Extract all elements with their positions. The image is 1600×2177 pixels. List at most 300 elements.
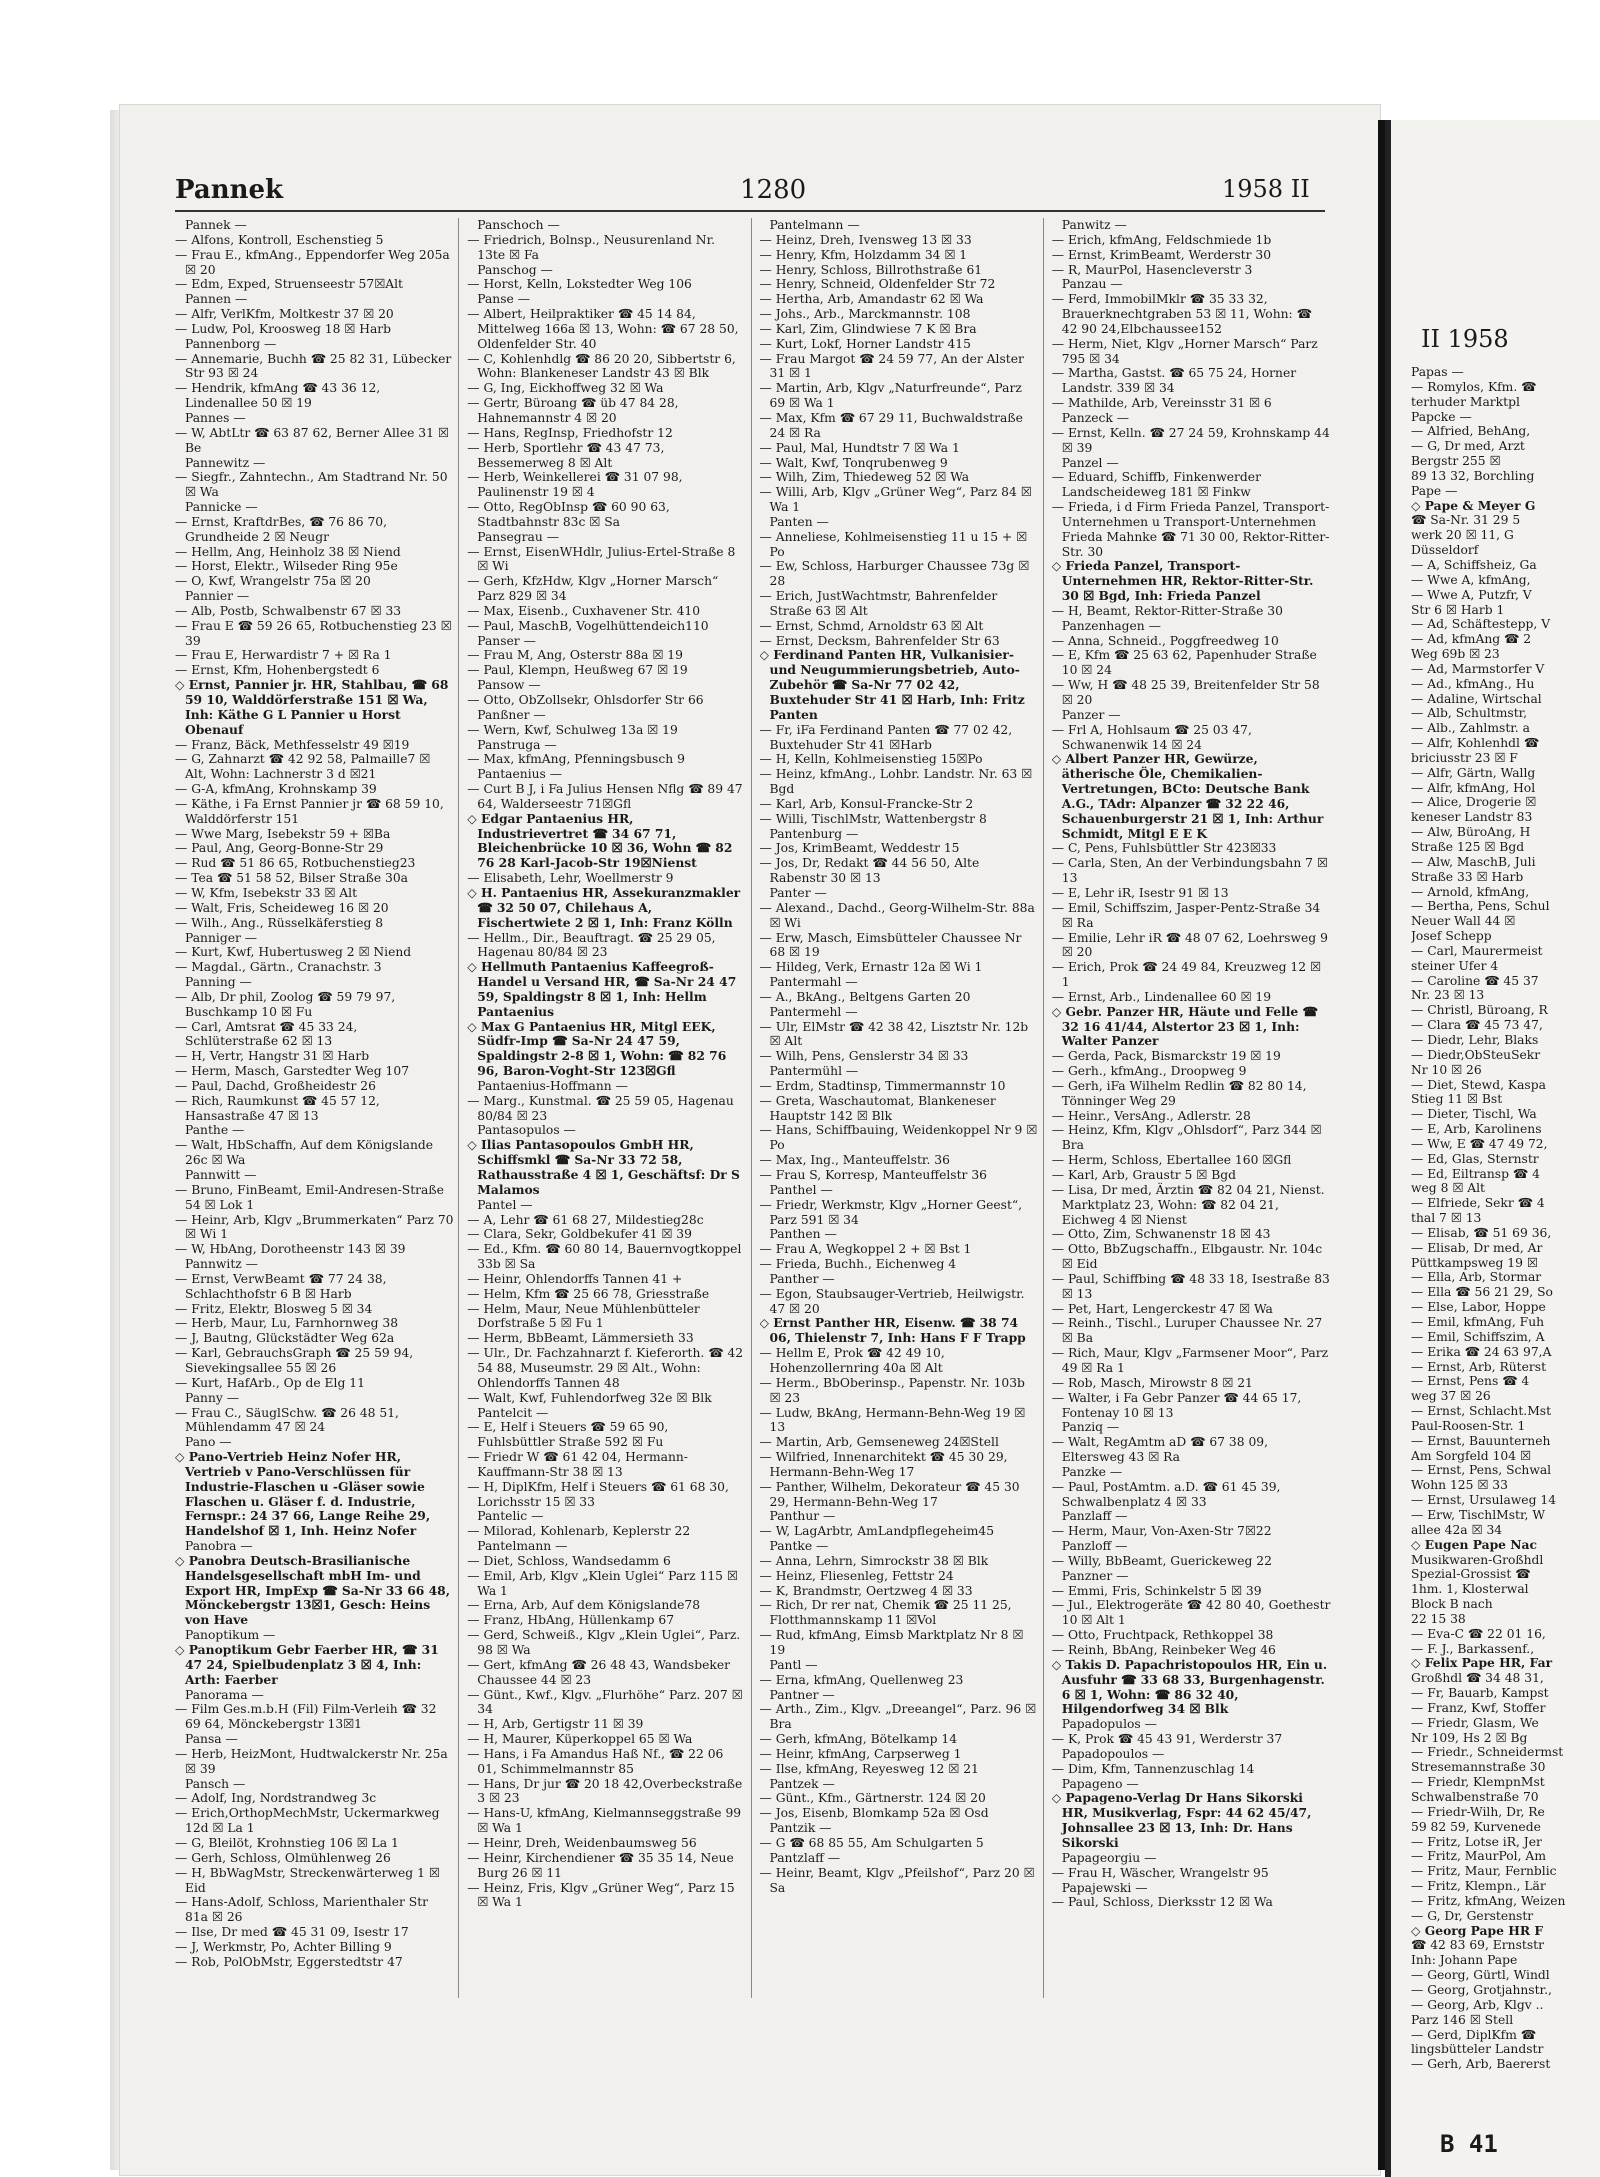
- next-page-entry: 1hm. 1, Klosterwal: [1411, 1582, 1529, 1597]
- directory-entry: — Rich, Dr rer nat, Chemik ☎ 25 11 25, Flotthmannskamp 11 ☒Vol: [759, 1598, 1012, 1628]
- next-page-entry: — Alice, Drogerie ☒: [1411, 795, 1537, 810]
- directory-entry: Panstruga —: [477, 737, 557, 752]
- directory-entry: — H, Vertr, Hangstr 31 ☒ Harb: [175, 1049, 370, 1064]
- directory-entry: — Anneliese, Kohlmeisenstieg 11 u 15 + ☒ Po: [759, 529, 1028, 559]
- next-page-entry: Nr. 23 ☒ 13: [1411, 988, 1485, 1003]
- next-page-entry: — G, Dr med, Arzt: [1411, 439, 1525, 454]
- directory-entry: — Wern, Kwf, Schulweg 13a ☒ 19: [467, 722, 678, 737]
- next-page-entry: — Gerh, Arb, Baererst: [1411, 2057, 1551, 2072]
- next-page-entry: keneser Landstr 83: [1411, 810, 1533, 825]
- directory-entry: — Heinr, kfmAng, Carpserweg 1: [759, 1746, 962, 1761]
- directory-entry: Panny —: [185, 1390, 240, 1405]
- directory-entry: — Herm, Niet, Klgv „Horner Marsch“ Parz 795 ☒ 34: [1051, 336, 1318, 366]
- directory-entry: — Ilse, kfmAng, Reyesweg 12 ☒ 21: [759, 1761, 979, 1776]
- page-number: 1280: [740, 175, 807, 205]
- next-page-entry: steiner Ufer 4: [1411, 958, 1499, 973]
- directory-entry: — Karl, GebrauchsGraph ☎ 25 59 94, Sievekingsallee 55 ☒ 26: [175, 1346, 414, 1375]
- directory-entry: — Willy, BbBeamt, Guerickeweg 22: [1051, 1553, 1272, 1568]
- next-page-entry: — Erika ☎ 24 63 97,A: [1411, 1344, 1552, 1359]
- directory-entry: — Heinr., VersAng., Adlerstr. 28: [1051, 1108, 1251, 1123]
- directory-entry: — H, Kelln, Kohlmeisenstieg 15☒Po: [759, 752, 983, 767]
- next-page-entry: — Ed, Eiltransp ☎ 4: [1411, 1166, 1540, 1181]
- next-page-entry: — E, Arb, Karolinens: [1411, 1122, 1542, 1137]
- directory-entry: Panser —: [477, 633, 536, 648]
- directory-entry: Pantelmann —: [477, 1539, 568, 1554]
- directory-entry: — Hans, RegInsp, Friedhofstr 12: [467, 425, 673, 440]
- directory-entry: — Paul, MaschB, Vogelhüttendeich110: [467, 618, 709, 633]
- directory-entry: ◇ Frieda Panzel, Transport-Unternehmen HR, Rektor-Ritter-Str. 30 ☒ Bgd, Inh: Frieda Panzel: [1051, 558, 1314, 604]
- directory-entry: — Gerh, iFa Wilhelm Redlin ☎ 82 80 14, Tönninger Weg 29: [1051, 1078, 1307, 1108]
- directory-entry: — Herb, HeizMont, Hudtwalckerstr Nr. 25a ☒ 39: [175, 1746, 448, 1776]
- directory-entry: Pannier —: [185, 589, 250, 604]
- directory-entry: Pantasopulos —: [477, 1123, 576, 1138]
- directory-entry: ◇ Panoptikum Gebr Faerber HR, ☎ 31 47 24, Spielbudenplatz 3 ☒ 4, Inh: Arth: Faerber: [175, 1642, 439, 1687]
- directory-entry: ◇ Ilias Pantasopoulos GmbH HR, Schiffsmkl ☎ Sa-Nr 33 72 58, Rathausstraße 4 ☒ 1, Geschäftsf: Dr S Malamos: [467, 1137, 740, 1197]
- next-page-entry: Weg 69b ☒ 23: [1411, 647, 1500, 662]
- directory-entry: — Heinr, Arb, Klgv „Brummerkaten“ Parz 70 ☒ Wi 1: [175, 1212, 454, 1242]
- next-page-entry: Nr 10 ☒ 26: [1411, 1062, 1482, 1077]
- next-page-entry: — Emil, Schiffszim, A: [1411, 1329, 1545, 1344]
- directory-entry: — Ludw, Pol, Kroosweg 18 ☒ Harb: [175, 321, 392, 336]
- directory-entry: Pantzek —: [769, 1776, 835, 1791]
- directory-entry: — Erna, kfmAng, Quellenweg 23: [759, 1672, 964, 1687]
- directory-entry: — Walt, Kwf, Tonqrubenweg 9: [759, 455, 948, 470]
- directory-entry: — Rud, kfmAng, Eimsb Marktplatz Nr 8 ☒ 19: [759, 1628, 1024, 1657]
- next-page-entry: thal 7 ☒ 13: [1411, 1211, 1482, 1226]
- next-page-entry: — Georg, Arb, Klgv ..: [1411, 1997, 1544, 2012]
- directory-entry: Papajewski —: [1061, 1880, 1148, 1895]
- directory-entry: — Ernst, KrimBeamt, Werderstr 30: [1051, 247, 1272, 262]
- next-page-entry: — Alw, MaschB, Juli: [1411, 854, 1536, 869]
- next-page-entry: — Alb., Zahlmstr. a: [1411, 721, 1530, 736]
- directory-entry: Pantner —: [769, 1687, 835, 1702]
- next-page-entry: — Ad, Schäftestepp, V: [1411, 617, 1551, 632]
- directory-entry: Pantaenius-Hoffmann —: [477, 1078, 628, 1093]
- directory-entry: Pansegrau —: [477, 529, 560, 544]
- directory-entry: Panzenhagen —: [1061, 618, 1161, 633]
- directory-entry: — Wilh, Pens, Genslerstr 34 ☒ 33: [759, 1049, 969, 1064]
- directory-entry: — Karl, Zim, Glindwiese 7 K ☒ Bra: [759, 321, 977, 336]
- directory-entry: — Alfons, Kontroll, Eschenstieg 5: [175, 232, 384, 247]
- directory-entry: — Curt B J, i Fa Julius Hensen Nflg ☎ 89 47 64, Walderseestr 71☒Gfl: [467, 782, 743, 811]
- directory-entry: — Frau M, Ang, Osterstr 88a ☒ 19: [467, 648, 683, 663]
- directory-entry: — Herm, Schloss, Ebertallee 160 ☒Gfl: [1051, 1153, 1292, 1168]
- directory-entry: Pannek —: [185, 218, 247, 232]
- directory-entry: — Heinr, Dreh, Weidenbaumsweg 56: [467, 1835, 697, 1850]
- column-3: [760, 218, 1044, 1998]
- next-page-entry: — Clara ☎ 45 73 47,: [1411, 1018, 1543, 1033]
- directory-entry: — Annemarie, Buchh ☎ 25 82 31, Lübecker Str 93 ☒ 24: [175, 351, 452, 381]
- directory-entry: — Gerh, KfzHdw, Klgv „Horner Marsch“ Parz 829 ☒ 34: [467, 574, 719, 604]
- directory-entry: Panther —: [769, 1271, 835, 1286]
- directory-entry: Panthur —: [769, 1509, 836, 1524]
- next-page-entry: ◇ Pape & Meyer G: [1411, 498, 1536, 513]
- directory-entry: ◇ Panobra Deutsch-Brasilianische Handelsgesellschaft mbH Im- und Export HR, ImpExp ☎ Sa-Nr 33 66 48, Mönckebergstr 13☒1, Gesch: Heins von Have: [175, 1552, 451, 1628]
- next-page-entry: — Wwe A, Putzfr, V: [1411, 587, 1532, 602]
- directory-entry: — K, Brandmstr, Oertzweg 4 ☒ 33: [759, 1583, 973, 1598]
- next-page-entry: Stieg 11 ☒ Bst: [1411, 1092, 1503, 1107]
- directory-entry: — Panther, Wilhelm, Dekorateur ☎ 45 30 29, Hermann-Behn-Weg 17: [759, 1479, 1020, 1509]
- directory-entry: — Albert, Heilpraktiker ☎ 45 14 84, Mittelweg 166a ☒ 13, Wohn: ☎ 67 28 50, Oldenfelder Str. 40: [467, 307, 739, 351]
- directory-entry: — Hellm E, Prok ☎ 42 49 10, Hohenzollernring 40a ☒ Alt: [759, 1346, 945, 1375]
- next-page-entry: — Ernst, Pens, Schwal: [1411, 1463, 1552, 1478]
- directory-entry: — Greta, Waschautomat, Blankeneser Hauptstr 142 ☒ Blk: [759, 1093, 996, 1123]
- directory-entry: Panzlaff —: [1061, 1509, 1128, 1524]
- directory-entry: — Ludw, BkAng, Hermann-Behn-Weg 19 ☒ 13: [759, 1405, 1026, 1435]
- directory-entry: Panzner —: [1061, 1568, 1129, 1583]
- next-page-entry: — Alfried, BehAng,: [1411, 424, 1531, 439]
- next-page-entry: Straße 125 ☒ Bgd: [1411, 840, 1525, 854]
- directory-entry: — Emil, Arb, Klgv „Klein Uglei“ Parz 115 ☒ Wa 1: [467, 1568, 738, 1598]
- directory-entry: Pannes —: [185, 410, 246, 425]
- next-page-entry: lingsbütteler Landstr: [1411, 2042, 1544, 2057]
- directory-entry: — Otto, Zim, Schwanenstr 18 ☒ 43: [1051, 1227, 1271, 1242]
- next-page-entry: — Adaline, Wirtschal: [1411, 691, 1542, 706]
- directory-entry: — Erw, Masch, Eimsbütteler Chaussee Nr 68 ☒ 19: [759, 930, 1022, 960]
- directory-entry: — Gerh., kfmAng., Droopweg 9: [1051, 1064, 1247, 1079]
- directory-entry: Pansch —: [185, 1776, 246, 1791]
- next-page-entry: — Wwe A, kfmAng,: [1411, 572, 1531, 587]
- directory-entry: — Ernst, VerwBeamt ☎ 77 24 38, Schlachthofstr 6 B ☒ Harb: [175, 1271, 387, 1301]
- directory-entry: Panthe —: [185, 1123, 245, 1138]
- next-page-entry: 59 82 59, Kurvenede: [1411, 1819, 1541, 1834]
- directory-entry: ◇ Max G Pantaenius HR, Mitgl EEK, Südfr-Imp ☎ Sa-Nr 24 47 59, Spaldingstr 2-8 ☒ 1, Wohn: ☎ 82 76 96, Baron-Voght-Str 123☒Gfl: [467, 1018, 727, 1079]
- directory-entry: Panoptikum —: [185, 1628, 276, 1643]
- directory-entry: Pantaenius —: [477, 767, 563, 782]
- directory-entry: Pansa —: [185, 1732, 238, 1747]
- directory-entry: — Martin, Arb, Gemseneweg 24☒Stell: [759, 1435, 999, 1450]
- next-page-entry: Pape —: [1411, 483, 1458, 498]
- next-page-entry: — Fr, Bauarb, Kampst: [1411, 1686, 1549, 1701]
- next-page-entry: Straße 33 ☒ Harb: [1411, 869, 1524, 884]
- next-page-entry: — Friedr., Schneidermst: [1411, 1745, 1564, 1760]
- directory-entry: — Eduard, Schiffb, Finkenwerder Landscheideweg 181 ☒ Finkw: [1051, 470, 1261, 500]
- directory-entry: ◇ Ferdinand Panten HR, Vulkanisier- und Neugummierungsbetrieb, Auto-Zubehör ☎ Sa-Nr 77 02 42, Buxtehuder Str 41 ☒ Harb, Inh: Fritz Panten: [759, 647, 1025, 722]
- directory-entry: Panwitz —: [1061, 218, 1127, 232]
- directory-entry: — Jos, KrimBeamt, Weddestr 15: [759, 841, 960, 856]
- directory-entry: ◇ Edgar Pantaenius HR, Industrievertret ☎ 34 67 71, Bleichenbrücke 10 ☒ 36, Wohn ☎ 82 76 28 Karl-Jacob-Str 19☒Nienst: [467, 810, 733, 871]
- directory-entry: — Gertr, Büroang ☎ üb 47 84 28, Hahnemannstr 4 ☒ 20: [467, 396, 679, 425]
- directory-entry: — Max, Eisenb., Cuxhavener Str. 410: [467, 603, 701, 618]
- directory-entry: — Fritz, Elektr, Blosweg 5 ☒ 34: [175, 1301, 373, 1316]
- directory-entry: — E, Lehr iR, Isestr 91 ☒ 13: [1051, 885, 1229, 900]
- directory-entry: — Günt., Kfm., Gärtnerstr. 124 ☒ 20: [759, 1791, 986, 1806]
- next-page-entry: — Franz, Kwf, Stoffer: [1411, 1700, 1546, 1715]
- directory-entry: — Paul, Schiffbing ☎ 48 33 18, Isestraße 83 ☒ 13: [1051, 1271, 1330, 1301]
- directory-entry: — Martin, Arb, Klgv „Naturfreunde“, Parz 69 ☒ Wa 1: [759, 381, 1022, 411]
- directory-entry: Pantermahl —: [769, 975, 858, 990]
- next-page-entry: Musikwaren-Großhdl: [1411, 1552, 1544, 1567]
- next-page-entry: — Elisab, Dr med, Ar: [1411, 1240, 1543, 1255]
- directory-entry: — Lisa, Dr med, Ärztin ☎ 82 04 21, Nienst. Marktplatz 23, Wohn: ☎ 82 04 21, Eichweg 4 ☒ Nienst: [1051, 1182, 1325, 1227]
- directory-entry: — Frau S, Korresp, Manteuffelstr 36: [759, 1168, 987, 1182]
- directory-entry: — Paul, Ang, Georg-Bonne-Str 29: [175, 841, 384, 856]
- directory-entry: — Walter, i Fa Gebr Panzer ☎ 44 65 17, Fontenay 10 ☒ 13: [1051, 1390, 1302, 1420]
- directory-entry: — Heinz, kfmAng., Lohbr. Landstr. Nr. 63 ☒ Bgd: [759, 767, 1033, 797]
- directory-entry: Panorama —: [185, 1687, 264, 1702]
- directory-entry: — Günt., Kwf., Klgv. „Flurhöhe“ Parz. 207 ☒ 34: [467, 1687, 743, 1717]
- directory-entry: — Ernst, Schmd, Arnoldstr 63 ☒ Alt: [759, 618, 984, 633]
- next-page-entry: — Diet, Stewd, Kaspa: [1411, 1077, 1546, 1092]
- directory-entry: — Wilh, Zim, Thiedeweg 52 ☒ Wa: [759, 470, 970, 485]
- directory-entry: — Erich, kfmAng, Feldschmiede 1b: [1051, 232, 1272, 247]
- next-page-entry: — Gerd, DiplKfm ☎: [1411, 2027, 1537, 2042]
- directory-entry: — Magdal., Gärtn., Cranachstr. 3: [175, 960, 382, 975]
- directory-entry: — Otto, ObZollsekr, Ohlsdorfer Str 66: [467, 693, 704, 707]
- next-page-entry: — G, Dr, Gerstenstr: [1411, 1908, 1534, 1923]
- directory-entry: — Kurt, Kwf, Hubertusweg 2 ☒ Niend: [175, 945, 412, 960]
- directory-entry: Pantl —: [769, 1657, 818, 1672]
- next-page-entry: — Dieter, Tischl, Wa: [1411, 1107, 1537, 1122]
- directory-entry: — Hans-Adolf, Schloss, Marienthaler Str 81a ☒ 26: [175, 1895, 429, 1925]
- directory-entry: — O, Kwf, Wrangelstr 75a ☒ 20: [175, 574, 371, 589]
- directory-entry: Panthel —: [769, 1182, 833, 1197]
- directory-entry: ◇ Papageno-Verlag Dr Hans Sikorski HR, Musikverlag, Fspr: 44 62 45/47, Johnsallee 23 ☒ 13, Inh: Dr. Hans Sikorski: [1051, 1790, 1312, 1850]
- directory-entry: — Hans, Dr jur ☎ 20 18 42,Overbeckstraße 3 ☒ 23: [467, 1776, 743, 1806]
- directory-entry: — Walt, Kwf, Fuhlendorfweg 32e ☒ Blk: [467, 1390, 712, 1405]
- directory-entry: Pannwitz —: [185, 1257, 258, 1272]
- next-page-entry: Wohn 125 ☒ 33: [1411, 1478, 1508, 1493]
- directory-entry: — Jul., Elektrogeräte ☎ 42 80 40, Goethestr 10 ☒ Alt 1: [1051, 1598, 1331, 1628]
- next-page-entry: — Friedr, Glasm, We: [1411, 1715, 1539, 1730]
- next-page-entry: — Carl, Maurermeist: [1411, 943, 1543, 958]
- directory-entry: — Willi, Arb, Klgv „Grüner Weg“, Parz 84 ☒ Wa 1: [759, 485, 1032, 515]
- directory-entry: Panniger —: [185, 930, 258, 945]
- directory-entry: — G, Bleilöt, Krohnstieg 106 ☒ La 1: [175, 1835, 399, 1850]
- next-page-entry: — Friedr-Wilh, Dr, Re: [1411, 1804, 1545, 1819]
- directory-entry: — Tea ☎ 51 58 52, Bilser Straße 30a: [175, 871, 409, 886]
- header-rule: [175, 210, 1325, 212]
- directory-entry: — Rich, Raumkunst ☎ 45 57 12, Hansastraße 47 ☒ 13: [175, 1093, 380, 1123]
- directory-entry: — Hellm, Ang, Heinholz 38 ☒ Niend: [175, 544, 401, 559]
- column-1: [175, 218, 459, 1998]
- directory-entry: Pannen —: [185, 292, 248, 307]
- directory-entry: — Jos, Dr, Redakt ☎ 44 56 50, Alte Rabenstr 30 ☒ 13: [759, 856, 980, 886]
- directory-entry: — Herm., BbOberinsp., Papenstr. Nr. 103b ☒ 23: [759, 1375, 1025, 1405]
- directory-entry: Panning —: [185, 975, 252, 990]
- directory-entry: — Ww, H ☎ 48 25 39, Breitenfelder Str 58 ☒ 20: [1051, 678, 1320, 707]
- directory-entry: — A., BkAng., Beltgens Garten 20: [759, 989, 971, 1004]
- next-page-column: [1411, 365, 1600, 2072]
- entry-columns: [175, 218, 1335, 1998]
- running-head-name: Pannek: [175, 175, 284, 205]
- directory-entry: — G, Zahnarzt ☎ 42 92 58, Palmaille7 ☒ Alt, Wohn: Lachnerstr 3 d ☒21: [175, 752, 431, 782]
- directory-entry: — Reinh., Tischl., Luruper Chaussee Nr. 27 ☒ Ba: [1051, 1316, 1323, 1346]
- next-page-entry: — Ernst, Arb, Rüterst: [1411, 1359, 1547, 1374]
- next-page-entry: Neuer Wall 44 ☒: [1411, 914, 1516, 929]
- directory-entry: — H, DiplKfm, Helf i Steuers ☎ 61 68 30, Lorichsstr 15 ☒ 33: [467, 1479, 729, 1509]
- directory-entry: — G, Ing, Eickhoffweg 32 ☒ Wa: [467, 381, 664, 396]
- directory-entry: — Frau E ☎ 59 26 65, Rotbuchenstieg 23 ☒ 39: [175, 618, 452, 648]
- directory-entry: — Hertha, Arb, Amandastr 62 ☒ Wa: [759, 292, 984, 307]
- directory-entry: — Friedr W ☎ 61 42 04, Hermann-Kauffmann-Str 38 ☒ 13: [467, 1450, 688, 1479]
- next-page-entry: — Ernst, Schlacht.Mst: [1411, 1404, 1552, 1419]
- directory-entry: — Alfr, VerlKfm, Moltkestr 37 ☒ 20: [175, 307, 394, 322]
- directory-entry: Panzer —: [1061, 707, 1121, 722]
- directory-entry: — Elisabeth, Lehr, Woellmerstr 9: [467, 871, 674, 886]
- column-4: [1052, 218, 1335, 1998]
- directory-entry: — Frau A, Wegkoppel 2 + ☒ Bst 1: [759, 1242, 972, 1257]
- directory-entry: — Paul, Schloss, Dierksstr 12 ☒ Wa: [1051, 1895, 1273, 1910]
- directory-entry: — Kurt, Lokf, Horner Landstr 415: [759, 336, 971, 351]
- directory-entry: — A, Lehr ☎ 61 68 27, Mildestieg28c: [467, 1212, 704, 1227]
- next-page-entry: Inh: Johann Pape: [1411, 1953, 1518, 1968]
- next-page-entry: — Fritz, Klempn., Lär: [1411, 1879, 1546, 1894]
- next-page-entry: Parz 146 ☒ Stell: [1411, 2012, 1514, 2027]
- directory-entry: Pantermühl —: [769, 1064, 859, 1079]
- directory-entry: — Heinz, Kfm, Klgv „Ohlsdorf“, Parz 344 ☒ Bra: [1051, 1123, 1322, 1153]
- next-page-entry: ◇ Georg Pape HR F: [1411, 1923, 1544, 1938]
- next-page-edge: [1385, 120, 1600, 2177]
- next-page-entry: Papcke —: [1411, 409, 1472, 424]
- directory-entry: — Gert, kfmAng ☎ 26 48 43, Wandsbeker Chaussee 44 ☒ 23: [467, 1657, 730, 1687]
- directory-entry: — Franz, HbAng, Hüllenkamp 67: [467, 1613, 675, 1628]
- next-page-entry: Am Sorgfeld 104 ☒: [1411, 1448, 1531, 1463]
- directory-entry: — Siegfr., Zahntechn., Am Stadtrand Nr. 50 ☒ Wa: [175, 470, 448, 500]
- directory-entry: — Alb, Dr phil, Zoolog ☎ 59 79 97, Buschkamp 10 ☒ Fu: [175, 989, 396, 1019]
- directory-entry: — H, Arb, Gertigstr 11 ☒ 39: [467, 1717, 644, 1732]
- next-page-entry: Block B nach: [1411, 1597, 1493, 1612]
- next-page-entry: Str 6 ☒ Harb 1: [1411, 602, 1505, 617]
- directory-entry: — Erna, Arb, Auf dem Königslande78: [467, 1598, 701, 1613]
- directory-entry: — Bruno, FinBeamt, Emil-Andresen-Straße 54 ☒ Lok 1: [175, 1182, 444, 1212]
- directory-entry: ◇ Albert Panzer HR, Gewürze, ätherische Öle, Chemikalien-Vertretungen, BCto: Deutsche Bank A.G., TAdr: Alpanzer ☎ 32 22 46, Schauenburgerstr 21 ☒ 1, Inh: Arthur Schmidt, Mitgl E E K: [1051, 751, 1324, 841]
- directory-entry: Panzeck —: [1061, 410, 1130, 425]
- next-page-entry: — Ernst, Bauunterneh: [1411, 1433, 1551, 1448]
- directory-entry: — Rob, Masch, Mirowstr 8 ☒ 21: [1051, 1375, 1253, 1390]
- directory-entry: Pantenburg —: [769, 826, 859, 841]
- directory-entry: Pano —: [185, 1435, 232, 1450]
- directory-entry: — Gerh, kfmAng, Bötelkamp 14: [759, 1732, 958, 1747]
- signature-mark: B 41: [1440, 2130, 1498, 2158]
- directory-entry: — Hendrik, kfmAng ☎ 43 36 12, Lindenallee 50 ☒ 19: [175, 381, 381, 411]
- next-page-entry: — Alfr, kfmAng, Hol: [1411, 780, 1536, 795]
- directory-entry: — Paul, Klempn, Heußweg 67 ☒ 19: [467, 663, 688, 678]
- next-page-entry: — Ad, Marmstorfer V: [1411, 661, 1545, 676]
- directory-entry: — Karl, Arb, Konsul-Francke-Str 2: [759, 796, 974, 811]
- next-page-entry: Josef Schepp: [1411, 929, 1492, 944]
- directory-entry: — Walt, Fris, Scheideweg 16 ☒ 20: [175, 900, 389, 915]
- next-page-entry: ◇ Eugen Pape Nac: [1411, 1537, 1537, 1552]
- directory-entry: — Alexand., Dachd., Georg-Wilhelm-Str. 88a ☒ Wi: [759, 900, 1035, 930]
- directory-entry: — Dim, Kfm, Tannenzuschlag 14: [1051, 1761, 1255, 1776]
- directory-entry: — Frau E., kfmAng., Eppendorfer Weg 205a ☒ 20: [175, 247, 450, 277]
- directory-entry: — Ilse, Dr med ☎ 45 31 09, Isestr 17: [175, 1925, 409, 1940]
- next-page-entry: — Diedr, Lehr, Blaks: [1411, 1032, 1539, 1047]
- directory-entry: — Fr, iFa Ferdinand Panten ☎ 77 02 42, Buxtehuder Str 41 ☒Harb: [759, 722, 1013, 752]
- next-page-entry: — Alfr, Gärtn, Wallg: [1411, 765, 1536, 780]
- next-page-entry: — F. J., Barkassenf.,: [1411, 1641, 1535, 1656]
- directory-entry: — Clara, Sekr, Goldbekufer 41 ☒ 39: [467, 1227, 692, 1242]
- directory-entry: — Wwe Marg, Isebekstr 59 + ☒Ba: [175, 826, 391, 841]
- next-page-entry: — Else, Labor, Hoppe: [1411, 1300, 1546, 1315]
- directory-entry: — W, AbtLtr ☎ 63 87 62, Berner Allee 31 ☒ Be: [175, 425, 449, 455]
- directory-entry: Pantke —: [769, 1539, 829, 1554]
- directory-entry: — K, Prok ☎ 45 43 91, Werderstr 37: [1051, 1732, 1283, 1747]
- next-page-entry: — Fritz, MaurPol, Am: [1411, 1849, 1546, 1864]
- directory-entry: — Helm, Maur, Neue Mühlenbütteler Dorfstraße 5 ☒ Fu 1: [467, 1301, 700, 1331]
- directory-entry: Papadopulos —: [1061, 1717, 1157, 1732]
- directory-entry: — Hans-U, kfmAng, Kielmannseggstraße 99 ☒ Wa 1: [467, 1806, 742, 1836]
- directory-entry: — Reinh, BbAng, Reinbeker Weg 46: [1051, 1643, 1276, 1657]
- next-page-entry: — Ww, E ☎ 47 49 72,: [1411, 1136, 1548, 1151]
- directory-entry: Pannwitt —: [185, 1168, 257, 1182]
- next-page-entry: — Alb, Schultmstr,: [1411, 706, 1528, 721]
- next-page-entry: werk 20 ☒ 11, G: [1411, 528, 1514, 543]
- directory-entry: Pantelcit —: [477, 1405, 549, 1420]
- directory-entry: Pannenborg —: [185, 336, 277, 351]
- directory-entry: — Carl, Amtsrat ☎ 45 33 24, Schlüterstraße 62 ☒ 13: [175, 1019, 358, 1049]
- directory-entry: — Hans, i Fa Amandus Haß Nf., ☎ 22 06 01, Schimmelmannstr 85: [467, 1746, 724, 1776]
- directory-entry: — Wilh., Ang., Rüsselkäferstieg 8: [175, 915, 384, 930]
- directory-entry: — Wilfried, Innenarchitekt ☎ 45 30 29, Hermann-Behn-Weg 17: [759, 1450, 1008, 1479]
- directory-entry: — Mathilde, Arb, Vereinsstr 31 ☒ 6: [1051, 396, 1272, 411]
- next-page-entry: — Christl, Büroang, R: [1411, 1003, 1548, 1018]
- directory-entry: Panter —: [769, 885, 827, 900]
- directory-entry: — Ulr, ElMstr ☎ 42 38 42, Lisztstr Nr. 12b ☒ Alt: [759, 1019, 1029, 1049]
- directory-entry: — Franz, Bäck, Methfesselstr 49 ☒19: [175, 737, 410, 752]
- directory-entry: — Film Ges.m.b.H (Fil) Film-Verleih ☎ 32 69 64, Mönckebergstr 13☒1: [175, 1702, 437, 1732]
- directory-entry: — Herm, Maur, Von-Axen-Str 7☒22: [1051, 1524, 1272, 1539]
- directory-entry: Papageorgiu —: [1061, 1850, 1157, 1865]
- directory-entry: — Alb, Postb, Schwalbenstr 67 ☒ 33: [175, 603, 402, 618]
- next-page-entry: Papas —: [1411, 365, 1464, 379]
- directory-entry: — C, Kohlenhdlg ☎ 86 20 20, Sibbertstr 6, Wohn: Blankeneser Landstr 43 ☒ Blk: [467, 351, 736, 381]
- next-page-entry: Nr 109, Hs 2 ☒ Bg: [1411, 1730, 1528, 1745]
- directory-entry: Panten —: [769, 514, 829, 529]
- directory-entry: — Rich, Maur, Klgv „Farmsener Moor“, Parz 49 ☒ Ra 1: [1051, 1346, 1329, 1375]
- next-page-entry: Paul-Roosen-Str. 1: [1411, 1418, 1526, 1433]
- next-page-entry: — Romylos, Kfm. ☎: [1411, 379, 1537, 394]
- directory-entry: — Ferd, ImmobilMklr ☎ 35 33 32, Brauerknechtgraben 53 ☒ 11, Wohn: ☎ 42 90 24,Elbchaussee152: [1051, 292, 1312, 336]
- directory-entry: — Ernst, KraftdrBes, ☎ 76 86 70, Grundheide 2 ☒ Neugr: [175, 514, 388, 544]
- directory-entry: — Ernst, Arb., Lindenallee 60 ☒ 19: [1051, 989, 1272, 1004]
- next-page-entry: — Ed, Glas, Sternstr: [1411, 1151, 1539, 1166]
- directory-entry: Panzke —: [1061, 1464, 1123, 1479]
- next-page-entry: weg 37 ☒ 26: [1411, 1389, 1491, 1404]
- directory-entry: — Heinr, Beamt, Klgv „Pfeilshof“, Parz 20 ☒ Sa: [759, 1865, 1035, 1895]
- directory-entry: — Rob, PolObMstr, Eggerstedtstr 47: [175, 1954, 403, 1969]
- directory-entry: — Hellm., Dir., Beauftragt. ☎ 25 29 05, Hagenau 80/84 ☒ 23: [467, 930, 716, 960]
- directory-entry: — G ☎ 68 85 55, Am Schulgarten 5: [759, 1835, 984, 1850]
- next-page-entry: — Georg, Grotjahnstr.,: [1411, 1982, 1552, 1997]
- directory-entry: — Friedr, Werkmstr, Klgv „Horner Geest“, Parz 591 ☒ 34: [759, 1197, 1023, 1227]
- directory-entry: Pannewitz —: [185, 455, 266, 470]
- directory-entry: — Kurt, HafArb., Op de Elg 11: [175, 1375, 365, 1390]
- directory-entry: — W, LagArbtr, AmLandpflegeheim45: [759, 1524, 995, 1539]
- directory-entry: — Herm, BbBeamt, Lämmersieth 33: [467, 1331, 694, 1346]
- directory-entry: — Otto, RegObInsp ☎ 60 90 63, Stadtbahnstr 83c ☒ Sa: [467, 500, 670, 529]
- directory-entry: — H, BbWagMstr, Streckenwärterweg 1 ☒ Eid: [175, 1865, 440, 1895]
- directory-entry: Pantelic —: [477, 1509, 544, 1524]
- directory-entry: — Emmi, Fris, Schinkelstr 5 ☒ 39: [1051, 1583, 1262, 1598]
- next-page-entry: — A, Schiffsheiz, Ga: [1411, 557, 1537, 572]
- directory-entry: Pantzlaff —: [769, 1850, 841, 1865]
- directory-entry: Panse —: [477, 292, 531, 307]
- directory-entry: — Gerd, Schweiß., Klgv „Klein Uglei“, Parz. 98 ☒ Wa: [467, 1628, 741, 1657]
- directory-entry: — Carla, Sten, An der Verbindungsbahn 7 ☒ 13: [1051, 856, 1328, 886]
- next-page-entry: Spezial-Grossist ☎: [1411, 1567, 1531, 1582]
- directory-entry: — H, Maurer, Küperkoppel 65 ☒ Wa: [467, 1732, 693, 1747]
- next-page-entry: ◇ Felix Pape HR, Far: [1411, 1656, 1553, 1671]
- directory-entry: Panzel —: [1061, 455, 1119, 470]
- next-page-entry: ☎ 42 83 69, Ernststr: [1411, 1938, 1544, 1953]
- directory-entry: — Pet, Hart, Lengerckestr 47 ☒ Wa: [1051, 1301, 1273, 1316]
- directory-entry: — Frl A, Hohlsaum ☎ 25 03 47, Schwanenwik 14 ☒ 24: [1051, 722, 1252, 752]
- directory-entry: — Frau C., SäuglSchw. ☎ 26 48 51, Mühlendamm 47 ☒ 24: [175, 1405, 399, 1435]
- directory-entry: — W, HbAng, Dorotheenstr 143 ☒ 39: [175, 1242, 406, 1257]
- next-page-entry: weg 8 ☒ Alt: [1411, 1181, 1486, 1196]
